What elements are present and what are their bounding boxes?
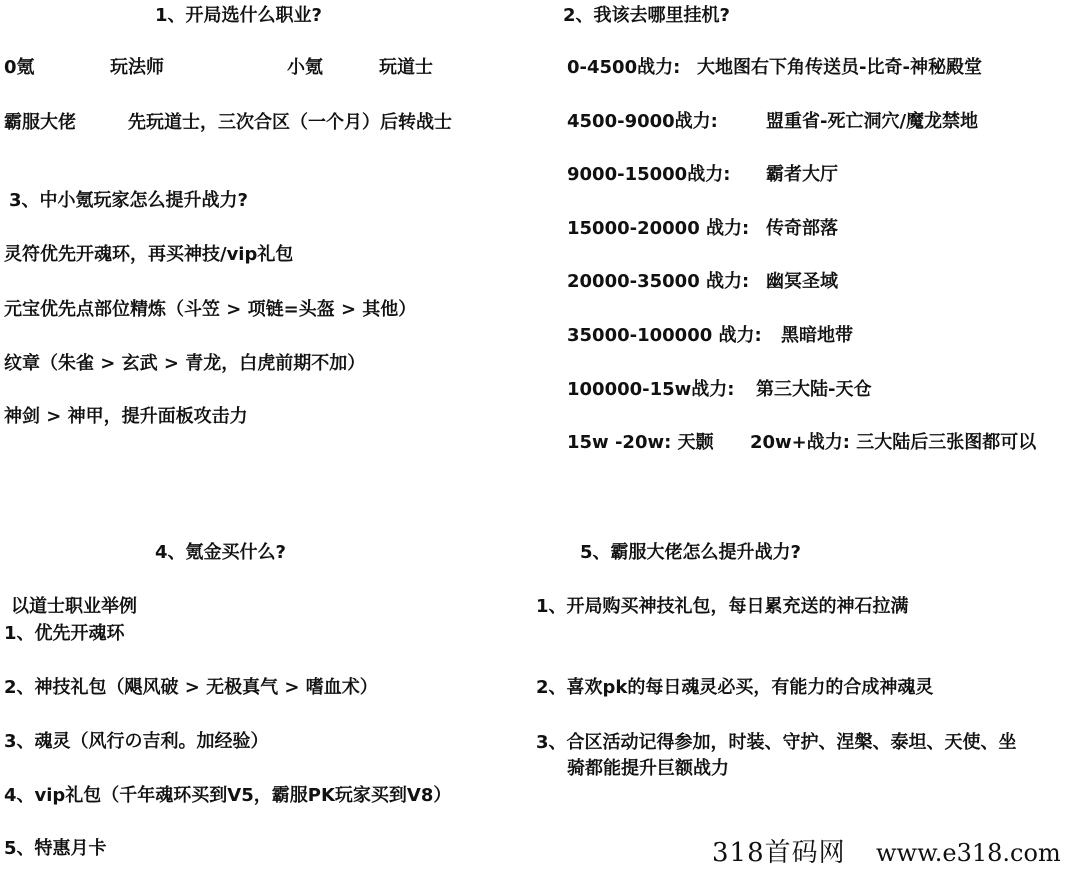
watermark-site-name: 318首码网 <box>712 838 846 868</box>
whale-item-3-continued: 骑都能提升巨额战力 <box>567 758 729 779</box>
section-4-title: 4、氪金买什么? <box>155 542 286 563</box>
purchase-item-3: 3、魂灵（风行の吉利。加经验） <box>4 731 269 752</box>
tier-value-whale: 先玩道士，三次合区（一个月）后转战士 <box>128 112 452 133</box>
purchase-item-5: 5、特惠月卡 <box>4 838 107 859</box>
tier-label-small-spend: 小氪 <box>287 57 323 78</box>
afk-power-1: 0-4500战力: <box>567 57 681 78</box>
whale-item-1: 1、开局购买神技礼包，每日累充送的神石拉满 <box>536 596 909 617</box>
whale-item-3: 3、合区活动记得参加，时装、守护、涅槃、泰坦、天使、坐 <box>536 732 1017 753</box>
watermark-url: www.e318.com <box>876 839 1061 867</box>
section-2-title: 2、我该去哪里挂机? <box>563 5 730 26</box>
tier-value-zero-spend: 玩法师 <box>110 57 164 78</box>
tier-label-whale: 霸服大佬 <box>4 112 76 133</box>
afk-place-7: 第三大陆-天仓 <box>756 379 872 400</box>
purchase-item-4: 4、vip礼包（千年魂环买到V5，霸服PK玩家买到V8） <box>4 785 452 806</box>
section-1-title: 1、开局选什么职业? <box>155 5 322 26</box>
afk-place-8: 20w+战力: 三大陆后三张图都可以 <box>750 432 1037 453</box>
afk-place-5: 幽冥圣域 <box>766 271 838 292</box>
afk-power-2: 4500-9000战力: <box>567 111 718 132</box>
afk-place-3: 霸者大厅 <box>766 164 838 185</box>
purchase-item-2: 2、神技礼包（飓风破 > 无极真气 > 嗜血术） <box>4 677 378 698</box>
afk-place-6: 黑暗地带 <box>781 325 853 346</box>
afk-power-4: 15000-20000 战力: <box>567 218 750 239</box>
afk-place-2: 盟重省-死亡洞穴/魔龙禁地 <box>766 111 979 132</box>
section-5-title: 5、霸服大佬怎么提升战力? <box>580 542 801 563</box>
afk-place-4: 传奇部落 <box>766 218 838 239</box>
afk-power-7: 100000-15w战力: <box>567 379 735 400</box>
tip-item-1: 灵符优先开魂环，再买神技/vip礼包 <box>4 244 294 265</box>
tier-label-zero-spend: 0氪 <box>4 57 35 78</box>
section-3-title: 3、中小氪玩家怎么提升战力? <box>9 190 248 211</box>
tip-item-3: 纹章（朱雀 > 玄武 > 青龙，白虎前期不加） <box>4 353 366 374</box>
afk-power-8: 15w -20w: 天颢 <box>567 432 714 453</box>
afk-power-3: 9000-15000战力: <box>567 164 731 185</box>
tip-item-2: 元宝优先点部位精炼（斗笠 > 项链=头盔 > 其他） <box>4 299 417 320</box>
tip-item-4: 神剑 > 神甲，提升面板攻击力 <box>4 406 248 427</box>
tier-value-small-spend: 玩道士 <box>379 57 433 78</box>
afk-place-1: 大地图右下角传送员-比奇-神秘殿堂 <box>697 57 982 78</box>
purchase-item-1: 1、优先开魂环 <box>4 623 125 644</box>
afk-power-5: 20000-35000 战力: <box>567 271 750 292</box>
afk-power-6: 35000-100000 战力: <box>567 325 762 346</box>
purchase-intro: 以道士职业举例 <box>11 596 137 617</box>
whale-item-2: 2、喜欢pk的每日魂灵必买，有能力的合成神魂灵 <box>536 677 934 698</box>
